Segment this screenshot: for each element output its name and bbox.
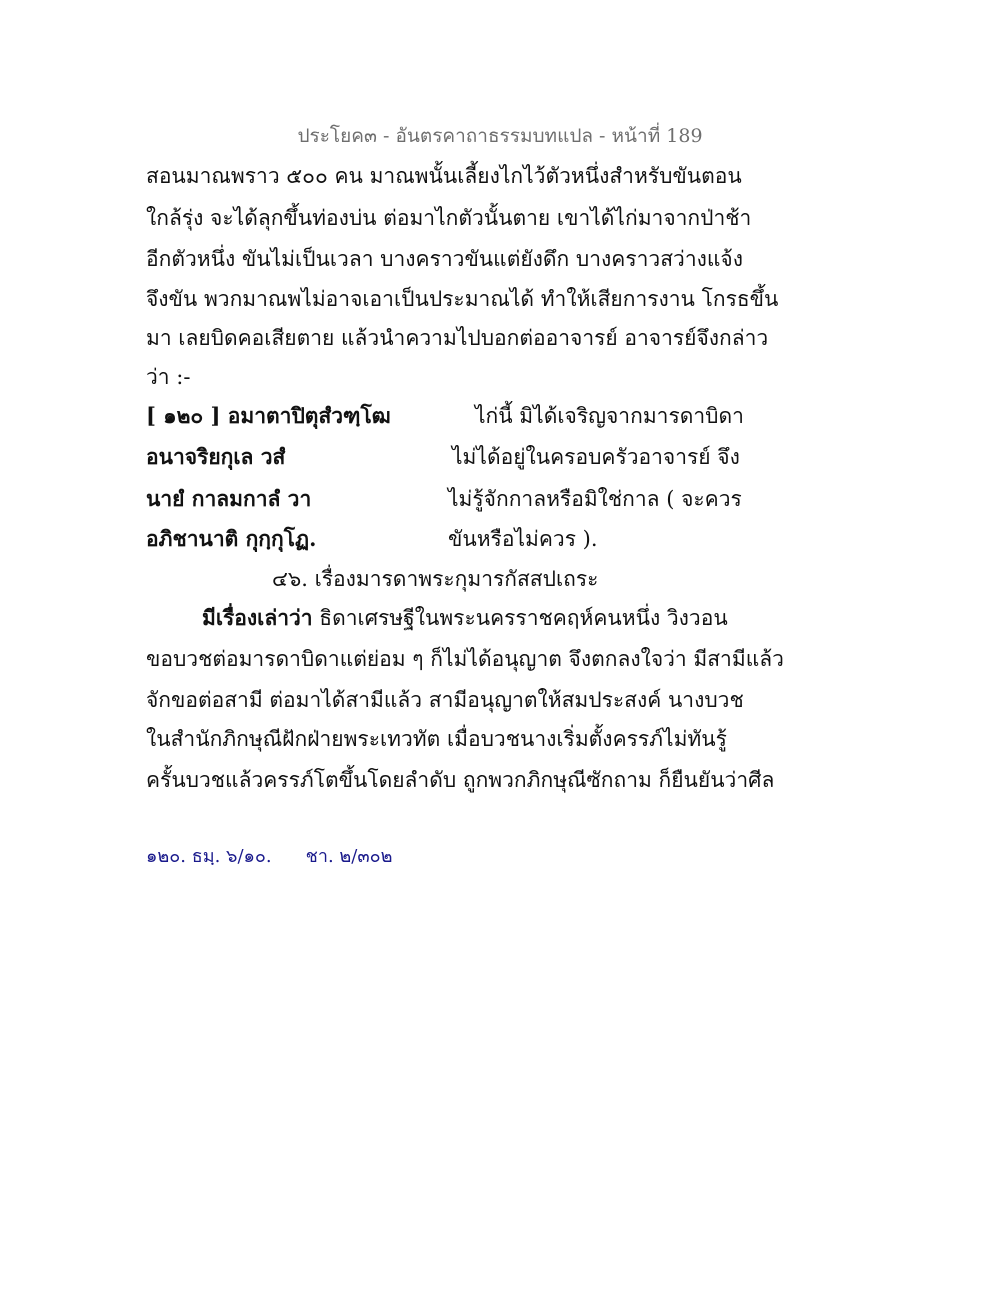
verse-pali-line: อภิชานาติ กุกฺกุโฏ. <box>146 526 317 551</box>
intro-line: สอนมาณพราว ๕๐๐ คน มาณพนั้นเลี้ยงไกไว้ตัวหนึ่งสำหรับขันตอน <box>146 164 742 188</box>
story-line: ในสำนักภิกษุณีฝักฝ่ายพระเทวทัต เมื่อบวชนางเริ่มตั้งครรภ์ไม่ทันรู้ <box>146 727 727 751</box>
verse-translation-line: ไม่รู้จักกาลหรือมิใช่กาล ( จะควร <box>448 487 742 511</box>
footnote-ref-dhammapada: ๑๒๐. ธมฺ. ๖/๑๐. <box>146 846 272 867</box>
story-line: ครั้นบวชแล้วครรภ์โตขึ้นโดยลำดับ ถูกพวกภิกษุณีซักถาม ก็ยืนยันว่าศีล <box>146 768 775 792</box>
verse-translation-line: ไก่นี้ มิได้เจริญจากมารดาบิดา <box>475 404 744 428</box>
page-header-text: ประโยค๓ - อันตรคาถาธรรมบทแปล - หน้าที่ 189 <box>297 125 703 147</box>
intro-line: จึงขัน พวกมาณพไม่อาจเอาเป็นประมาณได้ ทำให้เสียการงาน โกรธขึ้น <box>146 287 779 311</box>
story-first-line-text: ธิดาเศรษฐีในพระนครราชคฤห์คนหนึ่ง วิงวอน <box>312 606 728 630</box>
story-lead: มีเรื่องเล่าว่า <box>202 605 313 630</box>
verse-pali-line: นายํ กาลมกาลํ วา <box>146 486 312 511</box>
intro-line: ใกล้รุ่ง จะได้ลุกขึ้นท่องบ่น ต่อมาไกตัวนั้นตาย เขาได้ไก่มาจากป่าช้า <box>146 206 752 230</box>
verse-pali-line: อนาจริยกุเล วสํ <box>146 444 286 469</box>
page-header <box>0 121 1000 151</box>
story-line: ขอบวชต่อมารดาบิดาแต่ย่อม ๆ ก็ไม่ได้อนุญาต จึงตกลงใจว่า มีสามีแล้ว <box>146 647 784 671</box>
intro-line: ว่า :- <box>146 365 191 389</box>
story-title: ๔๖. เรื่องมารดาพระกุมารกัสสปเถระ <box>272 567 599 591</box>
verse-pali-line: [ ๑๒๐ ] อมาตาปิตุสํวฑฺโฒ <box>146 403 391 428</box>
verse-translation-line: ไม่ได้อยู่ในครอบครัวอาจารย์ จึง <box>452 445 740 469</box>
verse-translation-line: ขันหรือไม่ควร ). <box>448 527 598 551</box>
story-line: จักขอต่อสามี ต่อมาได้สามีแล้ว สามีอนุญาตให้สมประสงค์ นางบวช <box>146 688 744 712</box>
footnote-ref-jataka: ชา. ๒/๓๐๒ <box>305 846 393 867</box>
intro-line: อีกตัวหนึ่ง ขันไม่เป็นเวลา บางคราวขันแต่ยังดึก บางคราวสว่างแจ้ง <box>146 247 743 271</box>
footnote <box>146 841 393 870</box>
story-first-line <box>202 602 862 635</box>
intro-line: มา เลยบิดคอเสียตาย แล้วนำความไปบอกต่ออาจารย์ อาจารย์จึงกล่าว <box>146 326 769 350</box>
